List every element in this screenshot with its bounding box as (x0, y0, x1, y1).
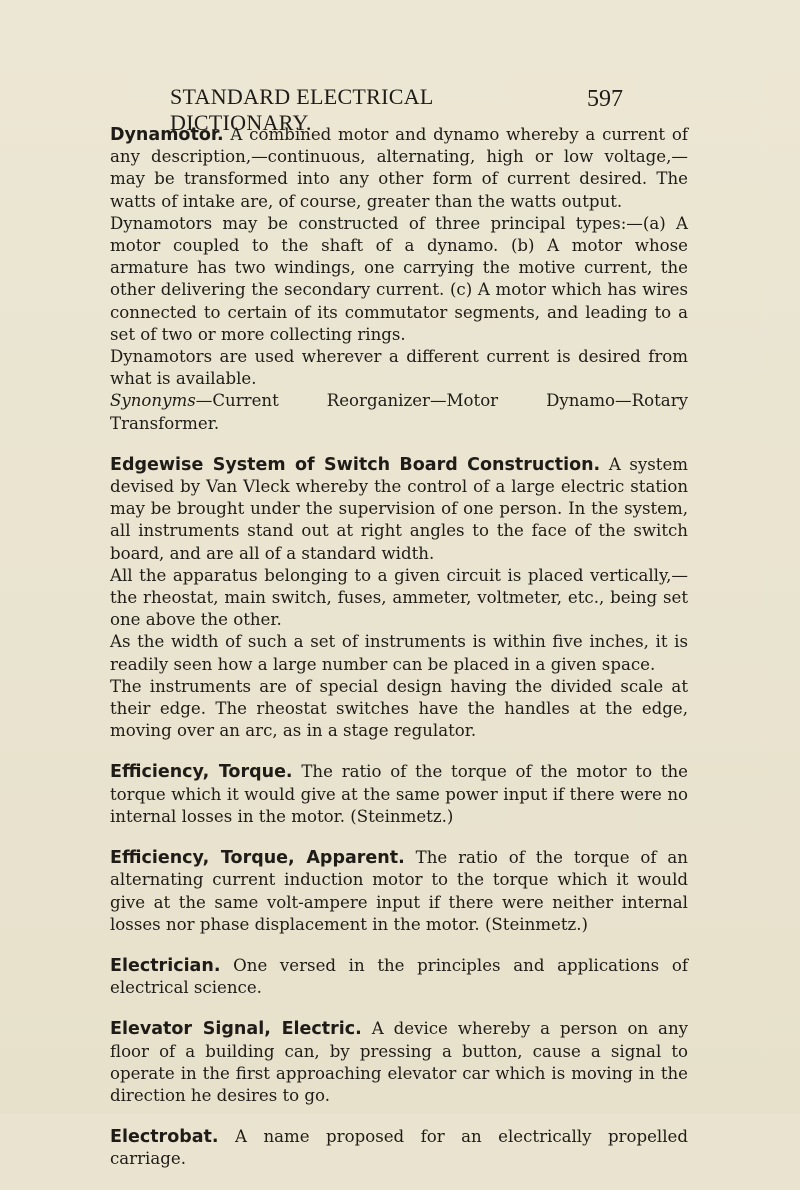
entry-paragraph (110, 847, 688, 936)
entry-paragraph (110, 955, 688, 999)
entry-paragraph (110, 1126, 688, 1170)
entry-electrician (110, 955, 688, 999)
definition-text: The ratio of the torque of the motor to the torque which it would give at the same power input if there were no internal losses in the motor. (Steinmetz.) (110, 762, 689, 826)
entry-paragraph: All the apparatus belonging to a given circuit is placed vertically,—the rheostat, main switch, fuses, ammeter, voltmeter, etc., being set one above the other. (110, 565, 688, 630)
synonyms-paragraph (110, 390, 688, 434)
entry-paragraph: Dynamotors are used wherever a different current is desired from what is available. (110, 347, 688, 389)
entry-paragraph (110, 124, 688, 213)
entry-term: Electrobat. (110, 1127, 219, 1148)
entry-term: Efficiency, Torque. (110, 762, 293, 783)
entry-term: Edgewise System of Switch Board Construction. (110, 454, 601, 475)
definition-text: A combined motor and dynamo whereby a current of any description,—continuous, alternating, high or low voltage,—may be transformed into any other form of current desired. The watts of intake are, of course, greater than the watts output. (110, 125, 688, 211)
entry-term: Elevator Signal, Electric. (110, 1019, 362, 1040)
entry-efficiency-torque (110, 761, 688, 828)
definition-text: One versed in the principles and applications of electrical science. (110, 955, 688, 998)
synonyms-label: Synonyms (110, 391, 196, 411)
entry-edgewise-system (110, 454, 688, 743)
entry-paragraph: The instruments are of special design having the divided scale at their edge. The rheostat switches have the handles at the edge, moving over an arc, as in a stage regulator. (110, 676, 688, 741)
entry-electrobat (110, 1126, 688, 1170)
entry-term: Dynamotor. (110, 125, 224, 145)
page-body (110, 124, 688, 1190)
entry-paragraph (110, 761, 688, 828)
definition-text: A device whereby a person on any floor of a building can, by pressing a button, cause a signal to operate in the first approaching elevator car which is moving in the direction he desires to go. (110, 1019, 689, 1105)
page-number: 597 (587, 86, 623, 112)
definition-text: A name proposed for an electrically propelled carriage. (110, 1127, 688, 1169)
entry-term: Efficiency, Torque, Apparent. (110, 848, 405, 869)
definition-text: The ratio of the torque of an alternating current induction motor to the torque which it would give at the same volt-ampere input if there were neither internal losses nor phase displacement in the motor. (Steinmetz.) (110, 848, 688, 934)
entry-paragraph (110, 454, 688, 565)
entry-elevator-signal (110, 1018, 688, 1107)
entry-paragraph: As the width of such a set of instruments is within five inches, it is readily seen how a large number can be placed in a given space. (110, 632, 688, 674)
entry-term: Electrician. (110, 955, 221, 976)
entry-paragraph: Dynamotors may be constructed of three principal types:—(a) A motor coupled to the shaft of a dynamo. (b) A motor whose armature has two windings, one carrying the motive current, the other delivering the secondary current. (c) A motor which has wires connected to certain of its commutator segments, and leading to a set of two or more collecting rings. (110, 213, 688, 344)
synonyms-text: —Current Reorganizer—Motor Dynamo—Rotary Transformer. (110, 391, 688, 433)
entry-paragraph (110, 1018, 688, 1107)
entry-efficiency-torque-apparent (110, 847, 688, 936)
running-title: STANDARD ELECTRICAL DICTIONARY. (170, 84, 433, 135)
definition-text: A system devised by Van Vleck whereby the control of a large electric station may be brought under the supervision of one person. In the system, all instruments stand out at right angles to the face of the switch board, and are all of a standard width. (110, 454, 689, 563)
entry-dynamotor (110, 124, 688, 435)
